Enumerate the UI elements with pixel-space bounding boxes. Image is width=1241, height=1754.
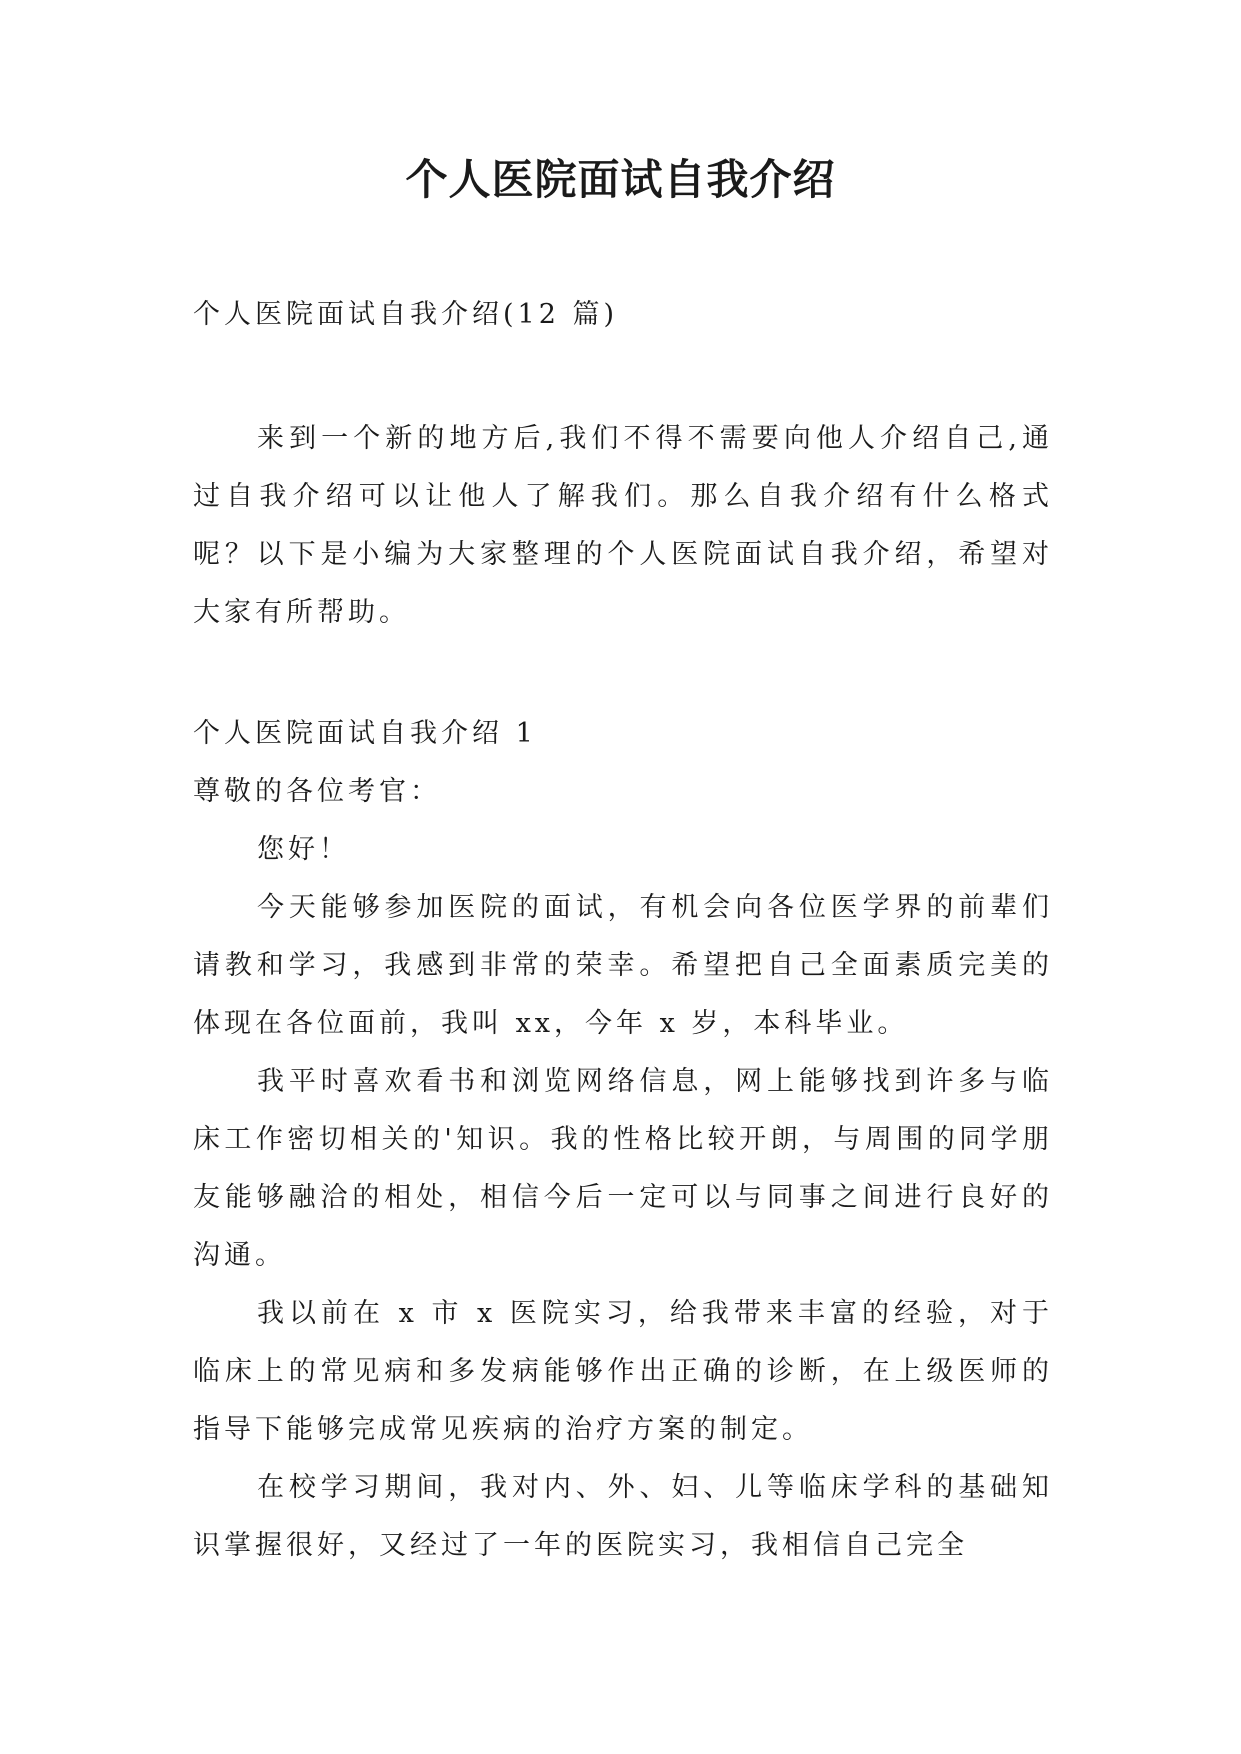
salutation: 尊敬的各位考官： bbox=[193, 776, 441, 807]
body-paragraph: 在校学习期间，我对内、外、妇、儿等临床学科的基础知识掌握很好，又经过了一年的医院实习，我相信自己完全 bbox=[193, 1472, 1053, 1561]
document-title: 个人医院面试自我介绍 bbox=[405, 155, 836, 204]
body-paragraph: 今天能够参加医院的面试，有机会向各位医学界的前辈们请教和学习，我感到非常的荣幸。希望把自己全面素质完美的体现在各位面前，我叫 xx，今年 x 岁，本科毕业。 bbox=[193, 892, 1053, 1039]
greeting: 您好！ bbox=[257, 834, 350, 865]
document-subtitle: 个人医院面试自我介绍(12 篇) bbox=[193, 299, 619, 330]
section-1 bbox=[193, 705, 1053, 1575]
body-paragraph: 我以前在 x 市 x 医院实习，给我带来丰富的经验，对于临床上的常见病和多发病能够作出正确的诊断，在上级医师的指导下能够完成常见疾病的治疗方案的制定。 bbox=[193, 1298, 1053, 1445]
intro-paragraph: 来到一个新的地方后,我们不得不需要向他人介绍自己,通过自我介绍可以让他人了解我们。那么自我介绍有什么格式呢？以下是小编为大家整理的个人医院面试自我介绍，希望对大家有所帮助。 bbox=[193, 423, 1053, 628]
section-heading: 个人医院面试自我介绍 1 bbox=[193, 718, 537, 749]
body-paragraph: 我平时喜欢看书和浏览网络信息，网上能够找到许多与临床工作密切相关的'知识。我的性格比较开朗，与周围的同学朋友能够融洽的相处，相信今后一定可以与同事之间进行良好的沟通。 bbox=[193, 1066, 1053, 1271]
